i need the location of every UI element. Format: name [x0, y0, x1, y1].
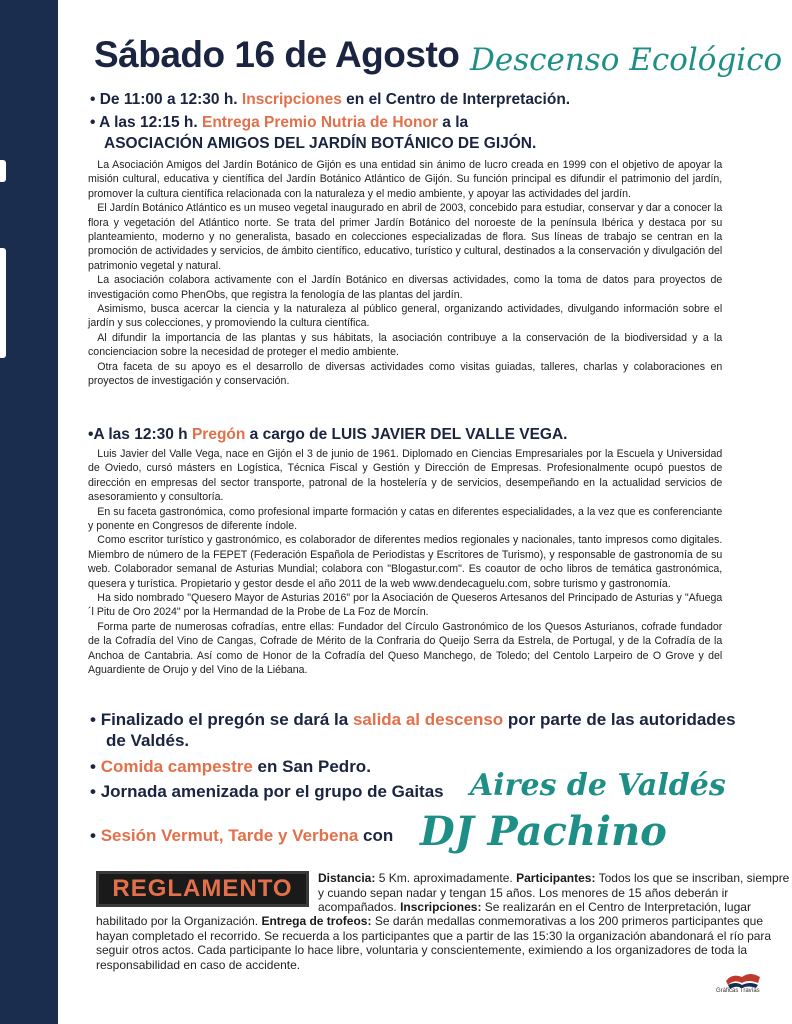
participants-text: Todos los que se inscriban, siempre — [598, 871, 790, 885]
page-subtitle: Descenso Ecológico — [470, 42, 783, 78]
schedule-item-music: • Jornada amenizada por el grupo de Gaitas — [90, 782, 444, 801]
left-sidebar-band — [0, 0, 58, 1024]
paragraph: Luis Javier del Valle Vega, nace en Gijón el 3 de junio de 1961. Diplomado en Ciencias Empresariales por la Escuela y Universidad de Oviedo, cursó másters en Logística, Técnica Fiscal y Gestión y Dirección de Empresas. Profesionalmente ocupó puestos de dirección en empresas del sector transporte, patronal de la hostelería y de servicios, desempeñando en la actualidad servicios de asesoramiento y consultoría. — [88, 448, 723, 504]
schedule-item-descent-start-line2: de Valdés. — [106, 731, 190, 750]
schedule-text: a la — [442, 114, 469, 131]
schedule-text: Jornada amenizada por el grupo de Gaitas — [100, 782, 444, 801]
printer-logo-text: Gráficas Travías — [716, 988, 760, 994]
participants-text: acompañados. — [318, 900, 397, 914]
paragraph: El Jardín Botánico Atlántico es un museo vegetal inaugurado en abril de 2003, concebido para estudiar, conservar y dar a conocer la flora y vegetación del Atlántico norte. Se trata del primer Jardín Botánico del noroeste de la península Ibérica y destaca por su planteamiento, moderno y no generalista, basado en colecciones especializadas de flora. Sus líneas de trabajo se centran en la promoción de actividades y servicios, de ámbito científico, educativo, turístico y cultural, destinados a la conservación y divulgación del patrimonio vegetal y natural. — [88, 202, 723, 272]
schedule-highlight: Sesión Vermut, Tarde y Verbena — [100, 826, 359, 845]
award-recipient: ASOCIACIÓN AMIGOS DEL JARDÍN BOTÁNICO DE GIJÓN. — [104, 135, 537, 152]
schedule-time: A las 12:15 h. — [99, 114, 198, 131]
schedule-item-verbena: • Sesión Vermut, Tarde y Verbena con — [90, 826, 394, 845]
paragraph: Al difundir la importancia de las plantas y sus hábitats, la asociación contribuye a la conservación de la biodiversidad y a la concienciacion sobre la necesidad de proteger el medio ambiente. — [88, 331, 723, 359]
schedule-item-pregon: •A las 12:30 h Pregón a cargo de LUIS JAVIER DEL VALLE VEGA. — [88, 426, 568, 443]
schedule-item-award: • A las 12:15 h. Entrega Premio Nutria de Honor a la — [90, 114, 469, 131]
schedule-highlight: Inscripciones — [241, 91, 342, 108]
reglamento-badge — [96, 871, 309, 907]
schedule-text: en San Pedro. — [257, 757, 371, 776]
schedule-highlight: Comida campestre — [100, 757, 253, 776]
schedule-time: A las 12:30 h — [93, 426, 188, 443]
participants-label: Participantes: — [516, 871, 596, 885]
dj-name: DJ Pachino — [420, 808, 667, 855]
registration-text: habilitado por la Organización. — [96, 914, 259, 928]
sidebar-notch — [0, 160, 6, 182]
schedule-text: a cargo de LUIS JAVIER DEL VALLE VEGA. — [249, 426, 568, 443]
schedule-highlight: salida al descenso — [352, 710, 504, 729]
sidebar-notch — [0, 248, 6, 358]
schedule-item-lunch: • Comida campestre en San Pedro. — [90, 757, 371, 776]
reglamento-text-bottom — [96, 914, 776, 972]
association-description — [88, 158, 722, 389]
paragraph: La asociación colabora activamente con el Jardín Botánico en diversas actividades, como la toma de datos para proyectos de investigación como PhenObs, que registra la fenología de las plantas del jardín. — [88, 274, 723, 301]
schedule-highlight: Entrega Premio Nutria de Honor — [202, 114, 438, 131]
participants-text: y cuando sepan nadar y tengan 15 años. Los menores de 15 años deberán ir — [318, 885, 729, 900]
paragraph: Forma parte de numerosas cofradías, entre ellas: Fundador del Círculo Gastronómico de los Quesos Asturianos, cofrade fundador de la Cofradía del Vino de Cangas, Cofrade de Mérito de la Confraria do Queijo Serra da Estrela, de Portugal, y de la Cofradía de la Anchoa de Cantabria. Así como de Honor de la Cofradía del Queso Manchego, de Toledo; del Centolo Larpeiro de O Grove y del Aguardiente de Orujo y del Vino de la Liébana. — [88, 620, 723, 677]
reglamento-label: REGLAMENTO — [112, 875, 293, 902]
page-title: Sábado 16 de Agosto — [94, 34, 460, 75]
schedule-text: por parte de las autoridades — [507, 710, 736, 729]
paragraph: Ha sido nombrado "Quesero Mayor de Asturias 2016" por la Asociación de Queseros Artesanos del Principado de Asturias y "Afuega´l Pitu de Oro 2024" por la Hermandad de la Probe de La Foz de Morcín. — [88, 592, 723, 619]
rules-text: seguir otros actos. Cada participante lo hace libre, voluntaria y conscientemente, eximiendo a los organizadores de toda la — [96, 943, 748, 957]
reglamento-text-top — [318, 871, 790, 915]
distance-value: 5 Km. aproximadamente. — [378, 871, 513, 885]
band-name: Aires de Valdés — [470, 768, 726, 803]
paragraph: Como escritor turístico y gastronómico, es colaborador de diferentes medios regionales y nacionales, tanto impresos como digitales. Miembro de número de la FEPET (Federación Española de Periodistas y Escritores de Turismo), y responsable de gastronomía de su web. Colaborador semanal de Asturias Mundial; colabora con "Blogastur.com". Es coautor de ocho libros de temática gastronómica, quesera y turística. Propietario y gestor desde el año 2011 de la web www.dendecaguelu.com, sobre turismo y gastronomía. — [88, 534, 723, 590]
registration-label: Inscripciones: — [400, 900, 482, 914]
speaker-biography — [88, 447, 722, 678]
trophies-label: Entrega de trofeos: — [261, 914, 372, 928]
paragraph: La Asociación Amigos del Jardín Botánico de Gijón es una entidad sin ánimo de lucro creada en 1999 con el objetivo de apoyar la misión cultural, educativa y científica del Jardín Botánico Atlántico de Gijón. Su función principal es difundir el patrimonio del jardín, promover la cultura científica relacionada con la naturaleza y el medio ambiente, y apoyar las actividades del jardín. — [88, 159, 723, 200]
rules-text: hayan completado el recorrido. Se recuerda a los participantes que a partir de las 15:30 la organización abandonará el río para — [96, 928, 772, 943]
schedule-text: con — [363, 826, 394, 845]
distance-label: Distancia: — [318, 871, 376, 885]
schedule-highlight: Pregón — [191, 426, 246, 443]
paragraph: Otra faceta de su apoyo es el desarrollo de diversas actividades como visitas guiadas, talleres, charlas y colaboraciones en proyectos de investigación y conservación. — [88, 360, 723, 388]
trophies-text: Se darán medallas conmemorativas a los 200 primeros participantes que — [374, 914, 764, 928]
schedule-text: en el Centro de Interpretación. — [346, 91, 571, 108]
rules-text: responsabilidad en caso de accidente. — [96, 957, 301, 972]
paragraph: Asimismo, busca acercar la ciencia y la naturaleza al público general, organizando actividades, divulgando información sobre el jardín y sus colecciones, y promoviendo la cultura científica. — [88, 303, 723, 330]
registration-text: Se realizarán en el Centro de Interpretación, lugar — [484, 900, 751, 914]
schedule-item-registration: • De 11:00 a 12:30 h. Inscripciones en el Centro de Interpretación. — [90, 91, 571, 108]
schedule-time: De 11:00 a 12:30 h. — [99, 91, 238, 108]
schedule-item-descent-start: • Finalizado el pregón se dará la salida al descenso por parte de las autoridades — [90, 710, 736, 729]
schedule-text: Finalizado el pregón se dará la — [100, 710, 349, 729]
paragraph: En su faceta gastronómica, como profesional imparte formación y catas en diferentes especialidades, a la vez que es conferenciante y ponente en Congresos de diferente índole. — [88, 505, 723, 533]
